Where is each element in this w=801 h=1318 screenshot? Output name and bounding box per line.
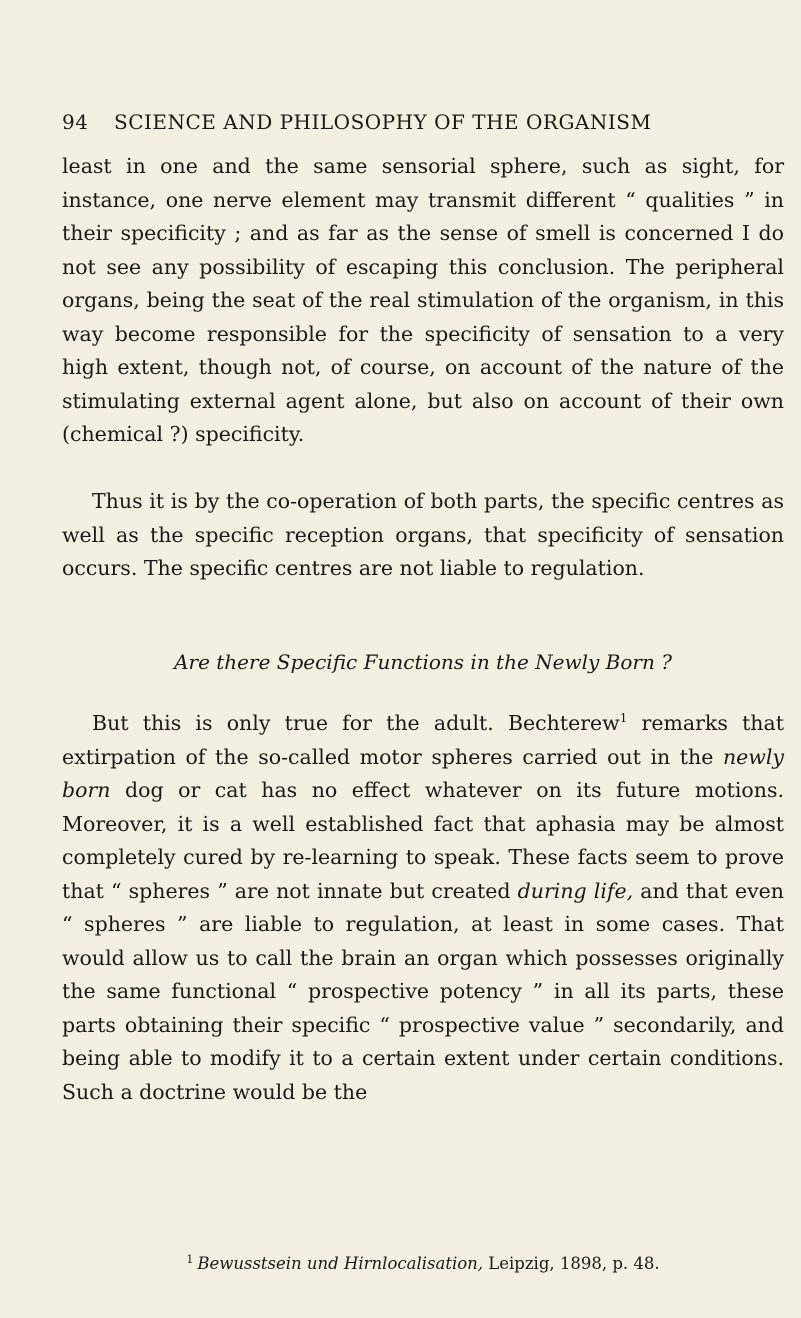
paragraph-2: Thus it is by the co-operation of both parts, the specific centres as well as the specific reception organs, that specificity of sensation occurs. The specific centres are not liable to regulation.	[62, 489, 784, 580]
page-header	[62, 110, 762, 140]
paragraph-3-part-b: remarks that extirpation of the so-called motor spheres carried out in the	[62, 711, 784, 769]
footnote-reference: 1	[619, 711, 628, 725]
paragraph-3-part-a: But this is only true for the adult. Bechterew	[92, 711, 620, 735]
body-text-continued	[62, 150, 784, 452]
footnote-title: Bewusstsein und Hirnlocalisation,	[197, 1254, 484, 1273]
body-text-paragraph-2	[62, 485, 784, 586]
paragraph-3-part-d: and that even “ spheres ” are liable to regulation, at least in some cases. That would allow us to call the brain an organ which possesses originally the same functional “ prospective potency ” in all its parts, these parts obtaining their specific “ prospective value ” secondarily, and being able to modify it to a certain extent under certain conditions. Such a doctrine would be the	[62, 878, 785, 1104]
emphasis-during-life: during life,	[517, 878, 634, 903]
footnote-marker: 1	[186, 1253, 194, 1266]
running-title: SCIENCE AND PHILOSOPHY OF THE ORGANISM	[114, 110, 652, 134]
page-number: 94	[62, 110, 89, 134]
paragraph-3-part-c: dog or cat has no effect whatever on its future motions. Moreover, it is a well established fact that aphasia may be almost completely cured by re-learning to speak. These facts seem to prove that “ spheres ” are not innate but created	[62, 778, 784, 903]
paragraph-3	[62, 707, 784, 1109]
section-heading: Are there Specific Functions in the Newly Born ?	[174, 650, 672, 674]
footnote	[62, 1253, 784, 1273]
body-text-paragraph-3	[62, 707, 784, 1109]
paragraph-1: least in one and the same sensorial sphere, such as sight, for instance, one nerve element may transmit different “ qualities ” in their specificity ; and as far as the sense of smell is concerned I do not see any possibility of escaping this conclusion. The peripheral organs, being the seat of the real stimulation of the organism, in this way become responsible for the specificity of sensation to a very high extent, though not, of course, on account of the nature of the stimulating external agent alone, but also on account of their own (chemical ?) specificity.	[62, 154, 784, 446]
emphasis-newly-born: newly born	[62, 744, 784, 802]
footnote-citation: Leipzig, 1898, p. 48.	[483, 1254, 660, 1273]
